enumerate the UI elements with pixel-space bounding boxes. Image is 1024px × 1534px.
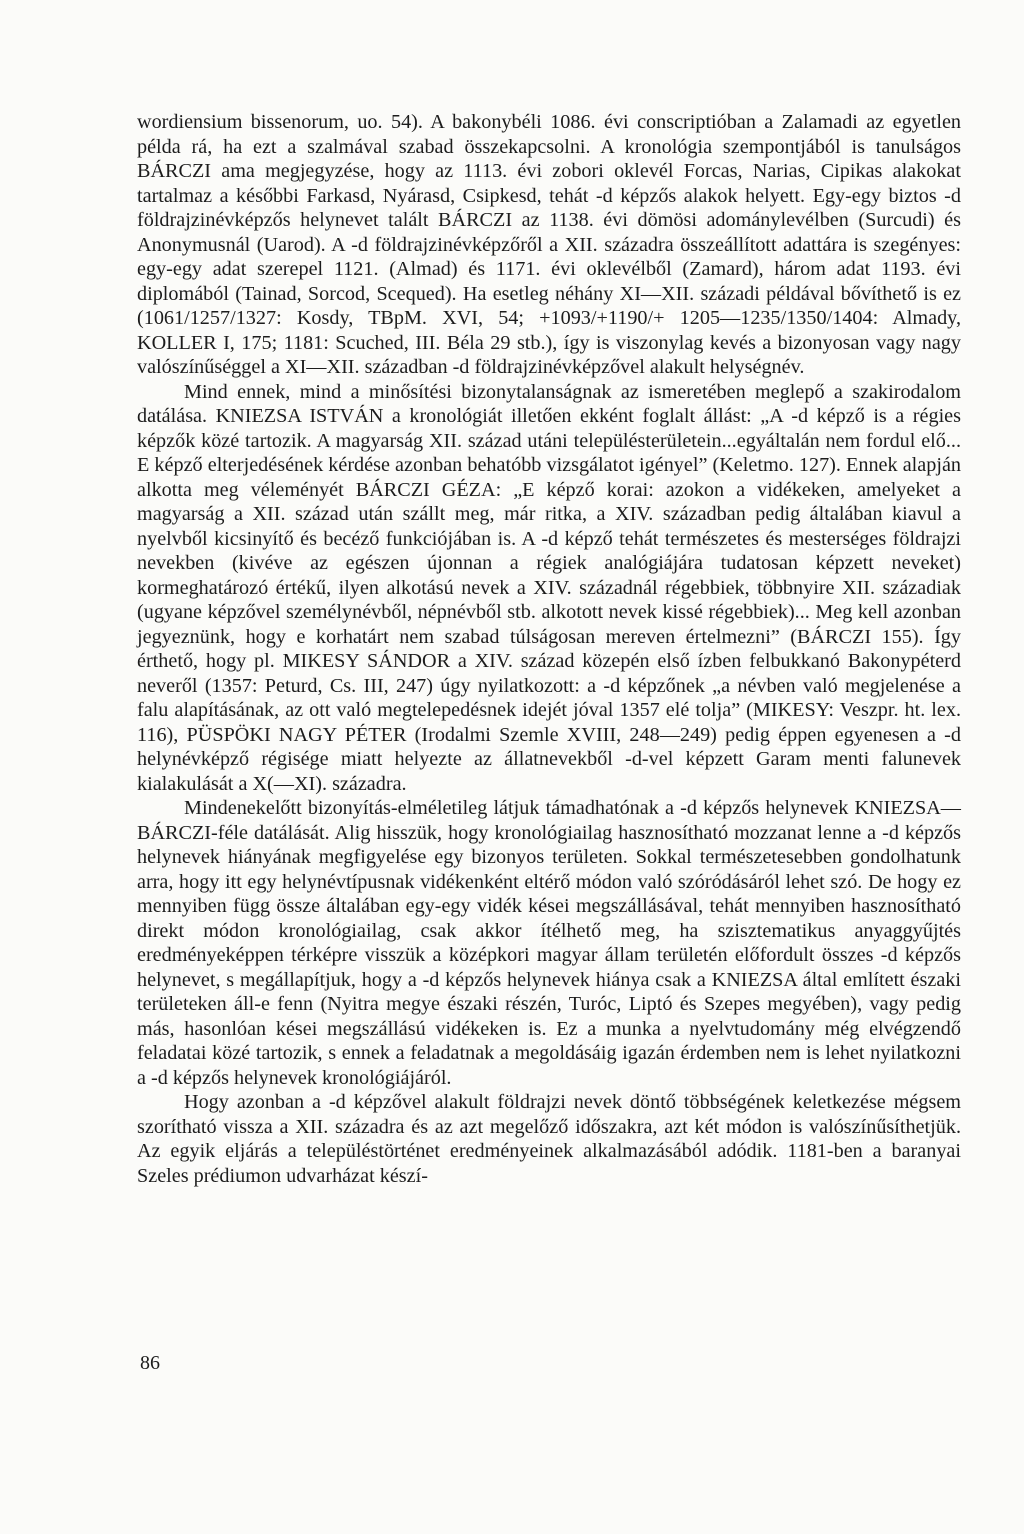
paragraph-1: wordiensium bissenorum, uo. 54). A bakonybéli 1086. évi conscriptióban a Zalamadi az egyetlen példa rá, ha ezt a szalmával szabad összekapcsolni. A kronológia szempontjából is tanulságos BÁRCZI ama megjegyzése, hogy az 1113. évi zobori oklevél Forcas, Narias, Cipikas alakokat tartalmaz a későbbi Farkasd, Nyárasd, Csipkesd, tehát -d képzős alakok helyett. Egy-egy biztos -d földrajzinévképzős helynevet talált BÁRCZI az 1138. évi dömösi adománylevélben (Surcudi) és Anonymusnál (Uarod). A -d földrajzinévképzőről a XII. századra összeállított adattára is szegényes: egy-egy adat szerepel 1121. (Almad) és 1171. évi oklevélből (Zamard), három adat 1193. évi diplomából (Tainad, Sorcod, Scequed). Ha esetleg néhány XI—XII. századi példával bővíthető is ez (1061/1257/1327: Kosdy, TBpM. XVI, 54; +1093/+1190/+ 1205—1235/1350/1404: Almady, KOLLER I, 175; 1181: Scuched, III. Béla 29 stb.), így is viszonylag kevés a bizonyosan vagy nagy valószínűséggel a XI—XII. században -d földrajzinévképzővel alakult helységnév.: [137, 111, 961, 378]
paragraph-4: Hogy azonban a -d képzővel alakult földrajzi nevek döntő többségének keletkezése mégsem szorítható vissza a XII. századra és az azt megelőző időszakra, azt két módon is valószínűsíthetjük. Az egyik eljárás a településtörténet eredményeinek alkalmazásából adódik. 1181-ben a baranyai Szeles prédiumon udvarházat készí-: [137, 1091, 961, 1187]
page-number: 86: [140, 1352, 160, 1374]
paragraph-2: Mind ennek, mind a minősítési bizonytalanságnak az ismeretében meglepő a szakirodalom datálása. KNIEZSA ISTVÁN a kronológiát illetően ekként foglalt állást: „A -d képző is a régies képzők közé tartozik. A magyarság XII. század utáni településterületein...egyáltalán nem fordul elő... E képző elterjedésének kérdése azonban behatóbb vizsgálatot igényel” (Keletmo. 127). Ennek alapján alkotta meg véleményét BÁRCZI GÉZA: „E képző korai: azokon a vidékeken, amelyeket a magyarság a XII. század után szállt meg, már ritka, a XIV. században pedig általában kiavul a nyelvből kicsinyítő és becéző funkciójában is. A -d képző tehát természetes és mesterséges földrajzi nevekben (kivéve az egészen újonnan a régiek analógiájára tudatosan képzett neveket) kormeghatározó értékű, ilyen alkotású nevek a XIV. századnál régebbiek, többnyire XII. századiak (ugyane képzővel személynévből, népnévből stb. alkotott nevek kissé régebbiek)... Meg kell azonban jegyeznünk, hogy e korhatárt nem szabad túlságosan mereven értelmezni” (BÁRCZI 155). Így érthető, hogy pl. MIKESY SÁNDOR a XIV. század közepén első ízben felbukkanó Bakonypéterd neveről (1357: Peturd, Cs. III, 247) úgy nyilatkozott: a -d képzőnek „a névben való megjelenése a falu alapításának, az ott való megtelepedésnek idejét jóval 1357 elé tolja” (MIKESY: Veszpr. ht. lex. 116), PÜSPÖKI NAGY PÉTER (Irodalmi Szemle XVIII, 248—249) pedig éppen egyenesen a -d helynévképző régisége miatt helyezte az állatnevekből -d-vel képzett Garam menti falunevek kialakulását a X(—XI). századra.: [137, 380, 961, 795]
page-body: [137, 110, 961, 1188]
paragraph-3: Mindenekelőtt bizonyítás-elméletileg látjuk támadhatónak a -d képzős helynevek KNIEZSA—BÁRCZI-féle datálását. Alig hisszük, hogy kronológiailag hasznosítható mozzanat lenne a -d képzős helynevek hiányának megfigyelése egy bizonyos területen. Sokkal természetesebben gondolhatunk arra, hogy itt egy helynévtípusnak vidékenként eltérő módon való szóródásáról lehet szó. De hogy ez mennyiben függ össze általában egy-egy vidék kései megszállásával, tehát mennyiben hasznosítható direkt módon kronológiailag, csak akkor ítélhető meg, ha szisztematikus anyaggyűjtés eredményeképpen térképre visszük a középkori magyar állam területén előfordult összes -d képzős helynevet, s megállapítjuk, hogy a -d képzős helynevek hiánya csak a KNIEZSA által említett északi területeken áll-e fenn (Nyitra megye északi részén, Turóc, Liptó és Szepes megyében), vagy pedig más, hasonlóan kései megszállású vidékeken is. Ez a munka a nyelvtudomány még elvégzendő feladatai közé tartozik, s ennek a feladatnak a megoldásáig igazán érdemben nem is lehet nyilatkozni a -d képzős helynevek kronológiájáról.: [137, 797, 961, 1089]
